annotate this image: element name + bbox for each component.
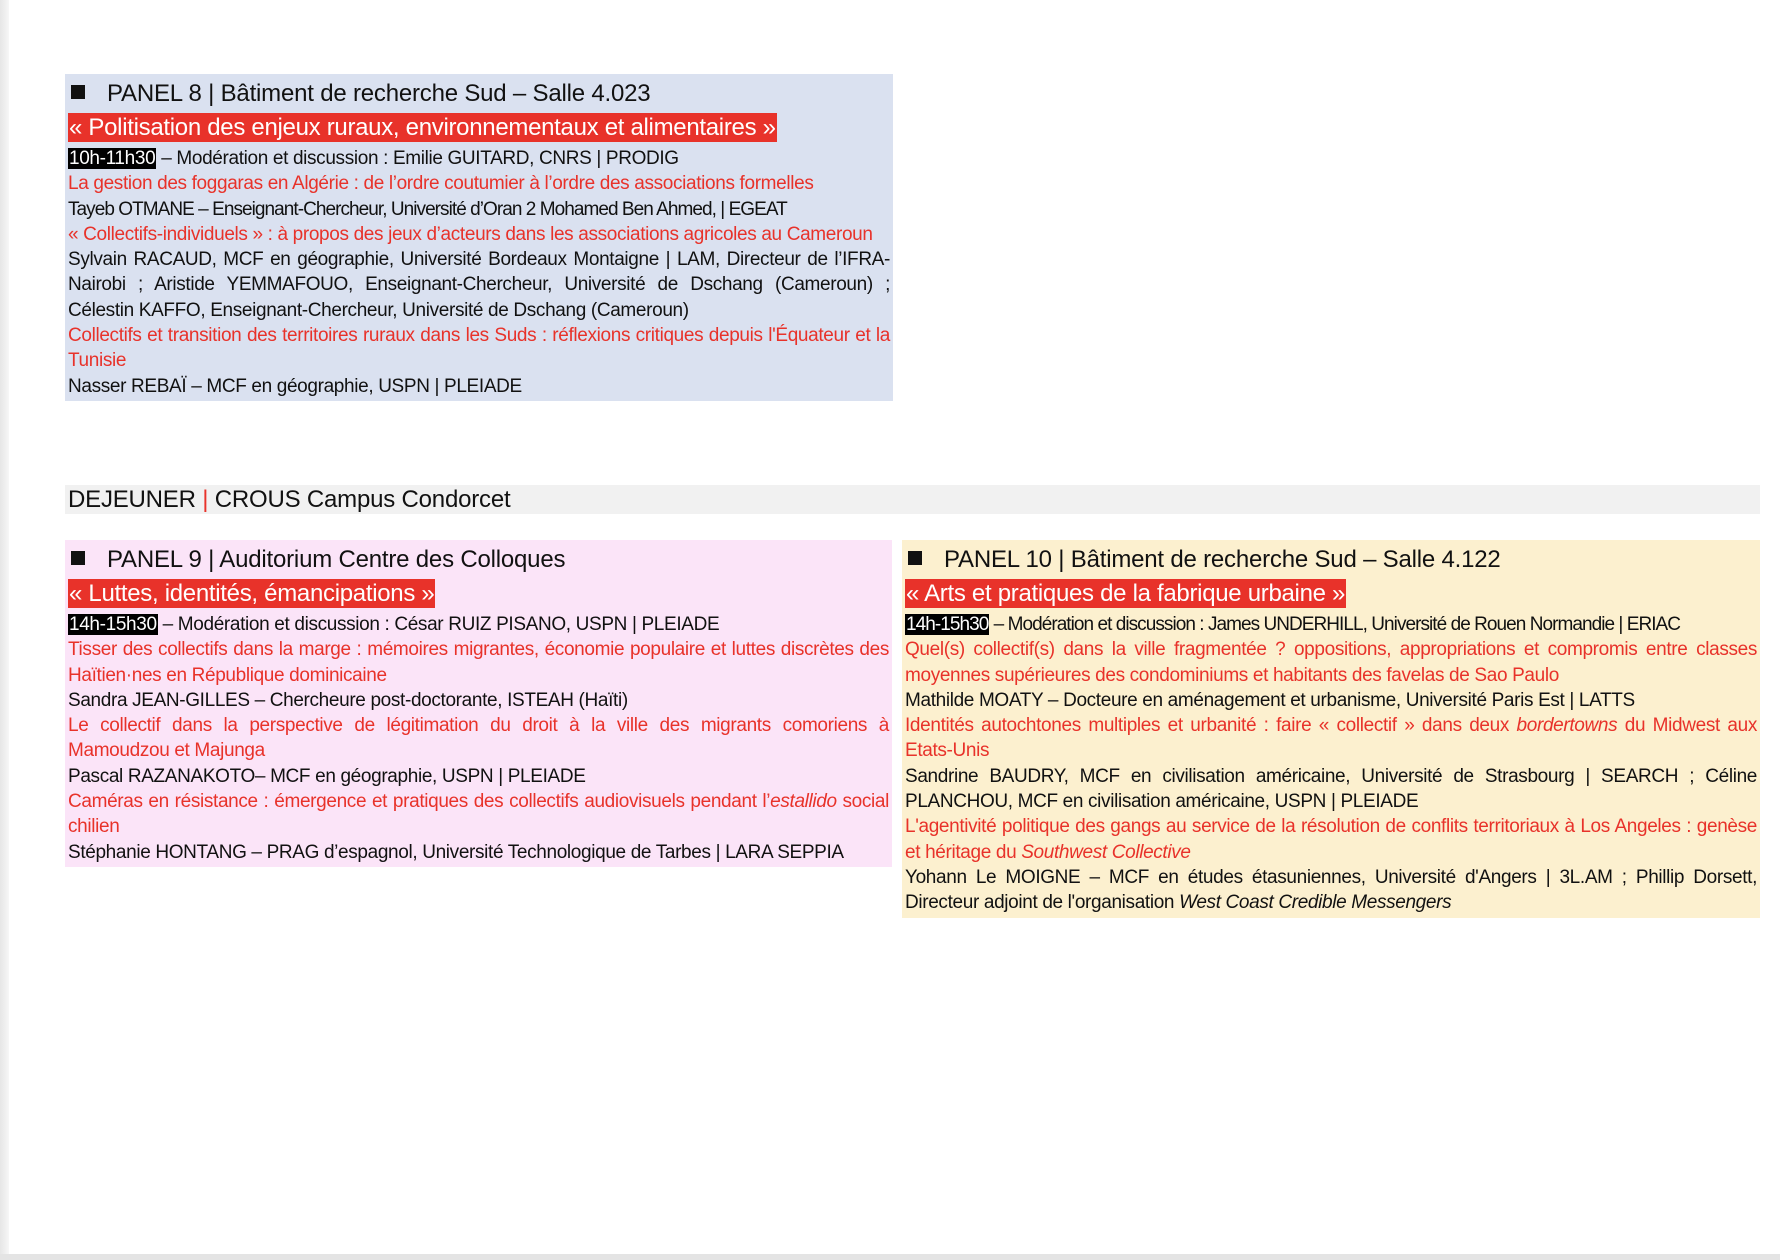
talk-speakers: Nasser REBAÏ – MCF en géographie, USPN | PLEIADE [68,375,522,397]
talk-speakers: Tayeb OTMANE – Enseignant-Chercheur, Université d’Oran 2 Mohamed Ben Ahmed, | EGEAT [68,198,787,220]
square-bullet-icon [908,551,922,565]
time-badge: 14h-15h30 [69,614,157,635]
panel-10 [902,540,1760,918]
panel-heading: PANEL 9 | Auditorium Centre des Colloques [68,544,889,576]
talk-title: Identités autochtones multiples et urbanité : faire « collectif » dans deux bordertowns du Midwest aux Etats-Unis [905,715,1757,762]
talk-title: La gestion des foggaras en Algérie : de l’ordre coutumier à l’ordre des associations formelles [68,173,814,195]
panel-8 [65,74,893,401]
lunch-bar: DEJEUNER | CROUS Campus Condorcet [65,485,1760,514]
talk-speakers: Mathilde MOATY – Docteure en aménagement et urbanisme, Université Paris Est | LATTS [905,689,1635,711]
talk-speakers: Sandrine BAUDRY, MCF en civilisation américaine, Université de Strasbourg | SEARCH ; Céline PLANCHOU, MCF en civilisation américaine, USPN | PLEIADE [905,765,1757,813]
talk-speakers: Stéphanie HONTANG – PRAG d’espagnol, Université Technologique de Tarbes | LARA SEPPIA [68,841,844,863]
talk-speakers: Sandra JEAN-GILLES – Chercheure post-doctorante, ISTEAH (Haïti) [68,689,628,711]
talk-speakers: Pascal RAZANAKOTO– MCF en géographie, USPN | PLEIADE [68,765,586,787]
page-edge [0,1254,1780,1260]
talk-title: « Collectifs-individuels » : à propos des jeux d’acteurs dans les associations agricoles au Cameroun [68,223,873,245]
talk-title: Caméras en résistance : émergence et pratiques des collectifs audiovisuels pendant l’estallido social chilien [68,791,890,838]
panel-heading: PANEL 8 | Bâtiment de recherche Sud – Salle 4.023 [68,78,890,110]
talk-speakers: Sylvain RACAUD, MCF en géographie, Université Bordeaux Montaigne | LAM, Directeur de l’IFRA-Nairobi ; Aristide YEMMAFOUO, Enseignant-Chercheur, Université de Dschang (Cameroun) ; Célestin KAFFO, Enseignant-Chercheur, Université de Dschang (Cameroun) [68,249,890,321]
talk-title: Tisser des collectifs dans la marge : mémoires migrantes, économie populaire et luttes discrètes des Haïtien·nes en République dominicaine [68,639,889,686]
panel-9 [65,540,892,867]
square-bullet-icon [71,551,85,565]
panel-theme: « Luttes, identités, émancipations » [69,580,435,607]
moderation-line: 14h-15h30 – Modération et discussion : James UNDERHILL, Université de Rouen Normandie | ERIAC [906,614,1681,635]
time-badge: 10h-11h30 [69,148,156,169]
talk-speakers: Yohann Le MOIGNE – MCF en études étasuniennes, Université d'Angers | 3L.AM ; Phillip Dorsett, Directeur adjoint de l'organisation West Coast Credible Messengers [905,866,1757,914]
talk-title: Le collectif dans la perspective de légitimation du droit à la ville des migrants comoriens à Mamoudzou et Majunga [68,715,889,762]
moderation-line: 10h-11h30 – Modération et discussion : Emilie GUITARD, CNRS | PRODIG [69,148,679,169]
moderation-line: 14h-15h30 – Modération et discussion : César RUIZ PISANO, USPN | PLEIADE [69,614,720,635]
talk-title: Quel(s) collectif(s) dans la ville fragmentée ? oppositions, appropriations et compromis entre classes moyennes supérieures des condominiums et habitants des favelas de Sao Paulo [905,639,1757,686]
panel-heading: PANEL 10 | Bâtiment de recherche Sud – Salle 4.122 [905,544,1757,576]
page-edge [0,0,9,1260]
panel-theme: « Arts et pratiques de la fabrique urbaine » [906,580,1346,607]
talk-title: Collectifs et transition des territoires ruraux dans les Suds : réflexions critiques depuis l'Équateur et la Tunisie [68,325,890,372]
panel-theme: « Politisation des enjeux ruraux, environnementaux et alimentaires » [69,114,776,141]
square-bullet-icon [71,85,85,99]
talk-title: L'agentivité politique des gangs au service de la résolution de conflits territoriaux à Los Angeles : genèse et héritage du Southwest Collective [905,816,1757,863]
time-badge: 14h-15h30 [906,614,989,635]
